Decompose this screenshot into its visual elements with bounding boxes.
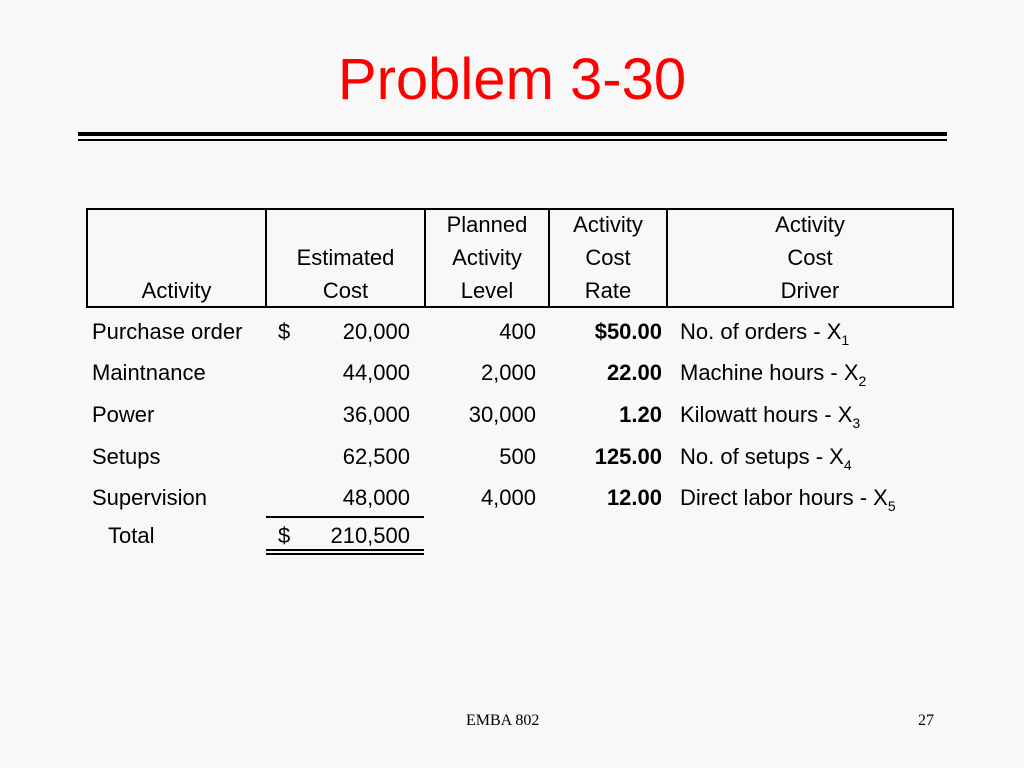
driver-subscript: 4	[843, 457, 852, 473]
table-row-rate: 1.20	[619, 402, 662, 427]
table-row-activity: Supervision	[92, 485, 207, 510]
driver-text: Machine hours - X	[680, 360, 859, 385]
table-row-activity: Purchase order	[92, 319, 243, 344]
header-estimated-cost	[267, 208, 424, 308]
table-row-rate: 12.00	[606, 485, 662, 510]
table-row-level: 4,000	[480, 485, 536, 510]
header-line: Activity	[452, 245, 522, 270]
table-row-level: 500	[499, 444, 536, 469]
driver-subscript: 5	[887, 498, 896, 514]
footer-course: EMBA 802	[466, 712, 540, 729]
slide-title: Problem 3-30	[337, 47, 687, 112]
header-line: Level	[460, 278, 514, 303]
driver-text: No. of setups - X	[680, 444, 844, 469]
table-row-rate: $50.00	[594, 319, 662, 344]
header-line: Cost	[585, 245, 631, 270]
table-row-driver	[680, 443, 852, 473]
table-row-currency: $	[278, 319, 291, 344]
header-line: Estimated	[296, 245, 395, 270]
table-row-cost: 36,000	[342, 402, 410, 427]
footer-page-number: 27	[918, 712, 934, 729]
table-row-rate: 125.00	[594, 444, 662, 469]
header-planned-activity-level	[426, 208, 548, 308]
total-currency: $	[278, 523, 291, 548]
table-row-level: 2,000	[480, 360, 536, 385]
header-line: Cost	[787, 245, 833, 270]
table-row-cost: 20,000	[342, 319, 410, 344]
table-row-cost: 48,000	[342, 485, 410, 510]
subtotal-rule	[266, 516, 424, 518]
table-row-activity: Maintnance	[92, 360, 206, 385]
table-row-driver	[680, 318, 849, 348]
total-double-rule-top	[266, 549, 424, 551]
driver-subscript: 3	[852, 415, 861, 431]
header-line: Cost	[322, 278, 369, 303]
header-line: Activity	[775, 212, 845, 237]
driver-subscript: 1	[841, 332, 850, 348]
header-line: Activity	[141, 278, 212, 303]
total-double-rule-bottom	[266, 553, 424, 555]
table-row-driver	[680, 484, 896, 514]
driver-text: Direct labor hours - X	[680, 485, 888, 510]
total-cost: 210,500	[330, 523, 410, 548]
driver-text: Kilowatt hours - X	[680, 402, 853, 427]
table-row-cost: 44,000	[342, 360, 410, 385]
table-row-driver	[680, 359, 866, 389]
table-row-cost: 62,500	[342, 444, 410, 469]
header-line: Driver	[780, 278, 840, 303]
header-line: Rate	[584, 278, 632, 303]
title-divider-thick	[78, 132, 947, 136]
title-divider-thin	[78, 139, 947, 141]
header-line: Activity	[573, 212, 643, 237]
table-row-rate: 22.00	[606, 360, 662, 385]
header-activity-cost-driver	[668, 208, 952, 308]
table-row-level: 30,000	[468, 402, 536, 427]
header-activity-cost-rate	[550, 208, 666, 308]
total-label: Total	[108, 523, 155, 548]
table-row-activity: Power	[92, 402, 155, 427]
table-row-level: 400	[499, 319, 536, 344]
table-row-activity: Setups	[92, 444, 161, 469]
header-line: Planned	[446, 212, 528, 237]
table-row-driver	[680, 401, 860, 431]
header-activity	[88, 208, 265, 308]
driver-subscript: 2	[858, 373, 867, 389]
driver-text: No. of orders - X	[680, 319, 842, 344]
